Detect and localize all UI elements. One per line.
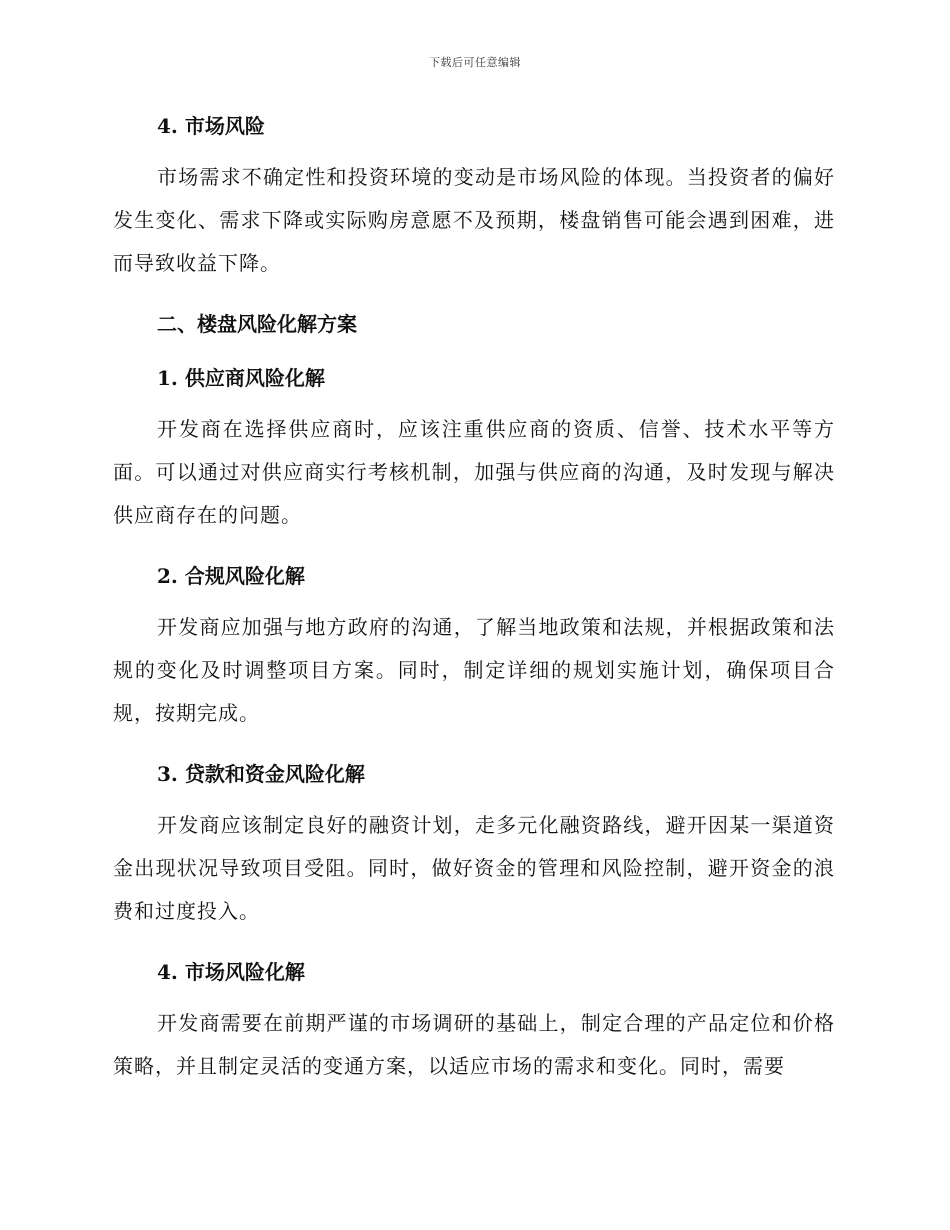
section-heading-market-risk: 4. 市场风险	[157, 114, 265, 138]
paragraph-supplier-risk: 开发商在选择供应商时，应该注重供应商的资质、信誉、技术水平等方面。可以通过对供应商实行考核机制，加强与供应商的沟通，及时发现与解决供应商存在的问题。	[113, 417, 835, 527]
paragraph-funding-risk: 开发商应该制定良好的融资计划，走多元化融资路线，避开因某一渠道资金出现状况导致项目受阻。同时，做好资金的管理和风险控制，避开资金的浪费和过度投入。	[113, 813, 835, 923]
paragraph-market-risk: 市场需求不确定性和投资环境的变动是市场风险的体现。当投资者的偏好发生变化、需求下降或实际购房意愿不及预期，楼盘销售可能会遇到困难，进而导致收益下降。	[113, 165, 835, 275]
paragraph-compliance-risk: 开发商应加强与地方政府的沟通，了解当地政策和法规，并根据政策和法规的变化及时调整项目方案。同时，制定详细的规划实施计划，确保项目合规，按期完成。	[113, 615, 835, 725]
section-heading-market-risk-solution: 4. 市场风险化解	[157, 960, 305, 984]
chapter-heading-risk-solutions: 二、楼盘风险化解方案	[157, 312, 357, 336]
document-body	[113, 110, 835, 1088]
paragraph-market-risk-solution: 开发商需要在前期严谨的市场调研的基础上，制定合理的产品定位和价格策略，并且制定灵活的变通方案，以适应市场的需求和变化。同时，需要	[113, 1011, 835, 1078]
section-heading-supplier-risk: 1. 供应商风险化解	[157, 366, 325, 390]
section-heading-compliance-risk: 2. 合规风险化解	[157, 564, 305, 588]
page-header-note: 下载后可任意编辑	[429, 56, 521, 69]
section-heading-funding-risk: 3. 贷款和资金风险化解	[157, 762, 365, 786]
